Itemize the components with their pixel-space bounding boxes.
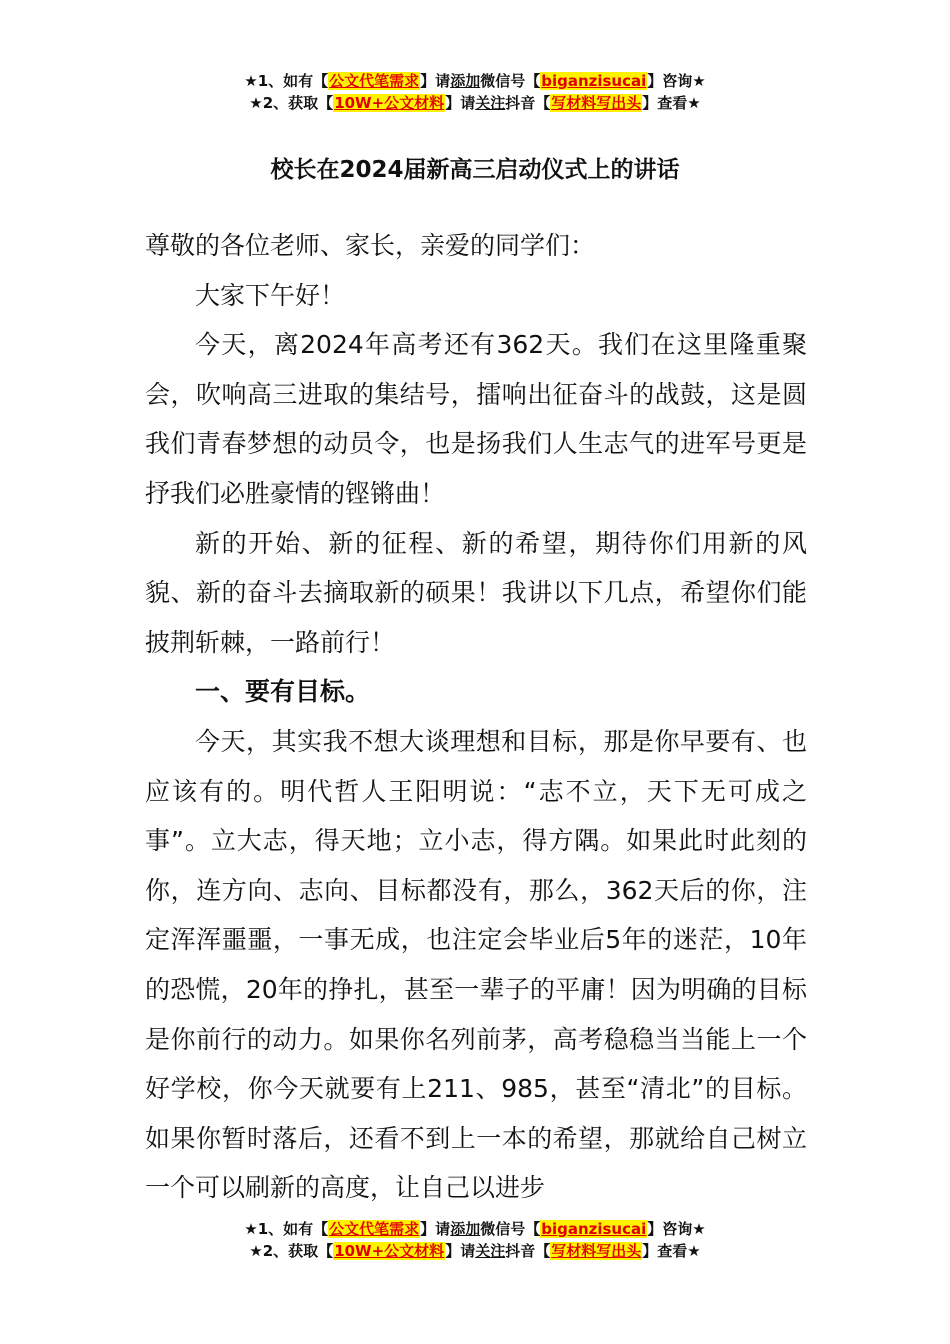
body-paragraph: 新的开始、新的征程、新的希望，期待你们用新的风貌、新的奋斗去摘取新的硕果！我讲以下几点，希望你们能披荆斩棘，一路前行！ [145, 528, 807, 657]
banner-text: ★1、如有【 [244, 72, 329, 90]
banner-highlight: 写材料写出头 [551, 94, 642, 112]
document-title: 校长在2024届新高三启动仪式上的讲话 [270, 157, 680, 183]
banner-text: 抖音【 [505, 1242, 551, 1260]
banner-line-2 [0, 1240, 950, 1262]
banner-text: 抖音【 [505, 94, 551, 112]
banner-highlight: 公文代笔需求 [329, 72, 420, 90]
banner-text: ★2、获取【 [249, 94, 334, 112]
footer-banner [0, 1218, 950, 1262]
document-body [145, 221, 807, 1211]
body-paragraph: 今天，其实我不想大谈理想和目标，那是你早要有、也应该有的。明代哲人王阳明说：“志不立，天下无可成之事”。立大志，得天地；立小志，得方隅。如果此时此刻的你，连方向、志向、目标都没有，那么，362天后的你，注定浑浑噩噩，一事无成，也注定会毕业后5年的迷茫，10年的恐慌，20年的挣扎，甚至一辈子的平庸！因为明确的目标是你前行的动力。如果你名列前茅，高考稳稳当当能上一个好学校，你今天就要有上211、985，甚至“清北”的目标。如果你暂时落后，还看不到上一本的希望，那就给自己树立一个可以刷新的高度，让自己以进步 [145, 726, 807, 1203]
banner-text: 】查看★ [642, 1242, 701, 1260]
banner-text: 】请 [445, 94, 476, 112]
banner-text: ★2、获取【 [249, 1242, 334, 1260]
banner-text: 微信号【 [480, 1220, 541, 1238]
salutation: 尊敬的各位老师、家长，亲爱的同学们： [145, 231, 596, 260]
banner-highlight: 10W+公文材料 [334, 1242, 445, 1260]
banner-text: 】请 [420, 72, 451, 90]
banner-line-1 [0, 1218, 950, 1240]
banner-text: 】请 [445, 1242, 476, 1260]
banner-text: 微信号【 [480, 72, 541, 90]
banner-text: 】查看★ [642, 94, 701, 112]
banner-underlined-text: 关注 [475, 94, 506, 112]
body-paragraph: 今天，离2024年高考还有362天。我们在这里隆重聚会，吹响高三进取的集结号，擂响出征奋斗的战鼓，这是圆我们青春梦想的动员令，也是扬我们人生志气的进军号更是抒我们必胜豪情的铿锵曲！ [145, 330, 807, 508]
banner-text: 】请 [420, 1220, 451, 1238]
banner-underlined-text: 添加 [450, 72, 481, 90]
banner-line-1 [0, 70, 950, 92]
banner-highlight: 公文代笔需求 [329, 1220, 420, 1238]
banner-line-2 [0, 92, 950, 114]
header-banner [0, 70, 950, 114]
banner-highlight: 10W+公文材料 [334, 94, 445, 112]
banner-text: ★1、如有【 [244, 1220, 329, 1238]
banner-text: 】咨询★ [647, 72, 706, 90]
banner-text: 】咨询★ [647, 1220, 706, 1238]
banner-highlight: biganzisucai [541, 1220, 647, 1238]
banner-underlined-text: 关注 [475, 1242, 506, 1260]
greeting: 大家下午好！ [195, 280, 346, 310]
banner-highlight: biganzisucai [541, 72, 647, 90]
section-heading: 一、要有目标。 [195, 677, 371, 707]
banner-highlight: 写材料写出头 [551, 1242, 642, 1260]
banner-underlined-text: 添加 [450, 1220, 481, 1238]
